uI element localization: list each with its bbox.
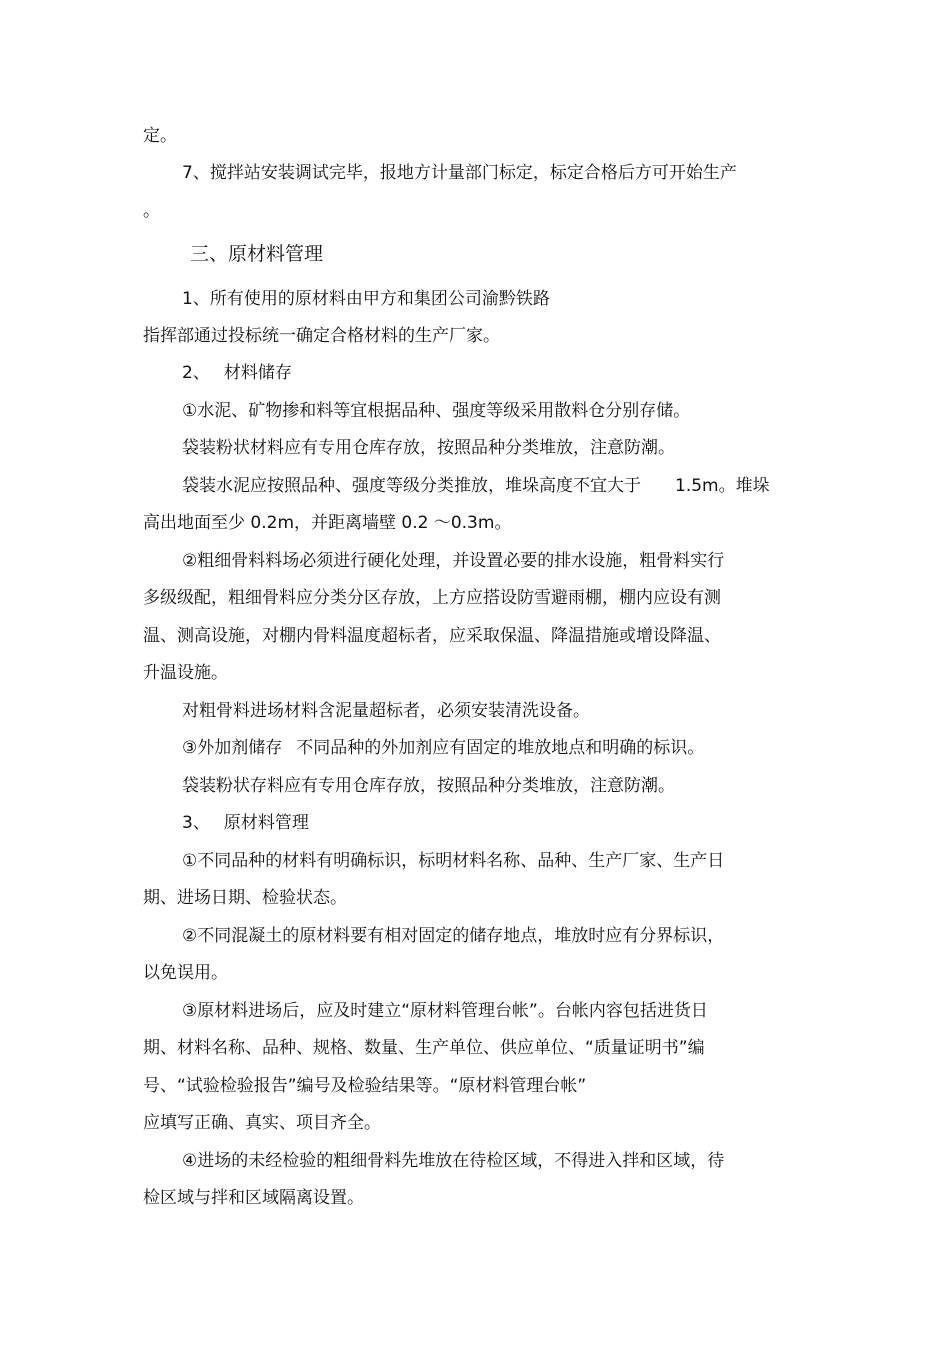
text-line: ②不同混凝土的原材料要有相对固定的储存地点，堆放时应有分界标识， — [182, 926, 725, 946]
text-line: 。 — [143, 201, 160, 221]
text-line: 检区域与拌和区域隔离设置。 — [143, 1188, 364, 1208]
text-line: ③原材料进场后，应及时建立“原材料管理台帐”。台帐内容包括进货日 — [182, 1001, 708, 1021]
text-line: ④进场的未经检验的粗细骨料先堆放在待检区域，不得进入拌和区域，待 — [182, 1151, 725, 1171]
text-line: 以免误用。 — [143, 963, 228, 983]
text-line: 1、所有使用的原材料由甲方和集团公司渝黔铁路 — [182, 289, 550, 309]
text-line: 号、“试验检验报告”编号及检验结果等。“原材料管理台帐” — [143, 1076, 587, 1096]
text-line: 袋装粉状存料应有专用仓库存放，按照品种分类堆放，注意防潮。 — [182, 776, 675, 796]
text-line: 定。 — [143, 126, 177, 146]
text-line: ③外加剂储存 不同品种的外加剂应有固定的堆放地点和明确的标识。 — [182, 738, 705, 758]
text-line: 期、进场日期、检验状态。 — [143, 888, 347, 908]
subsection-heading: 3、 原材料管理 — [182, 813, 309, 833]
text-line: ①不同品种的材料有明确标识，标明材料名称、品种、生产厂家、生产日 — [182, 851, 725, 871]
text-line: 多级级配，粗细骨料应分类分区存放，上方应搭设防雪避雨棚，棚内应设有测 — [143, 588, 721, 608]
section-heading: 三、原材料管理 — [190, 243, 324, 265]
text-line: 对粗骨料进场材料含泥量超标者，必须安装清洗设备。 — [182, 701, 590, 721]
text-line: 应填写正确、真实、项目齐全。 — [143, 1113, 381, 1133]
text-line: 指挥部通过投标统一确定合格材料的生产厂家。 — [143, 326, 500, 346]
text-line: 7、搅拌站安装调试完毕，报地方计量部门标定，标定合格后方可开始生产 — [182, 163, 737, 183]
text-line: ②粗细骨料料场必须进行硬化处理，并设置必要的排水设施，粗骨料实行 — [182, 551, 725, 571]
text-line: 高出地面至少 0.2m，并距离墙壁 0.2 ～0.3m。 — [143, 513, 512, 533]
text-line: 袋装粉状材料应有专用仓库存放，按照品种分类堆放，注意防潮。 — [182, 438, 675, 458]
text-line: 袋装水泥应按照品种、强度等级分类推放，堆垛高度不宜大于 1.5m。堆垛 — [182, 476, 770, 496]
text-line: 温、测高设施，对棚内骨料温度超标者，应采取保温、降温措施或增设降温、 — [143, 626, 721, 646]
text-line: 升温设施。 — [143, 663, 228, 683]
subsection-heading: 2、 材料储存 — [182, 363, 292, 383]
text-line: 期、材料名称、品种、规格、数量、生产单位、供应单位、“质量证明书”编 — [143, 1038, 705, 1058]
text-line: ①水泥、矿物掺和料等宜根据品种、强度等级采用散料仓分别存储。 — [182, 401, 691, 421]
